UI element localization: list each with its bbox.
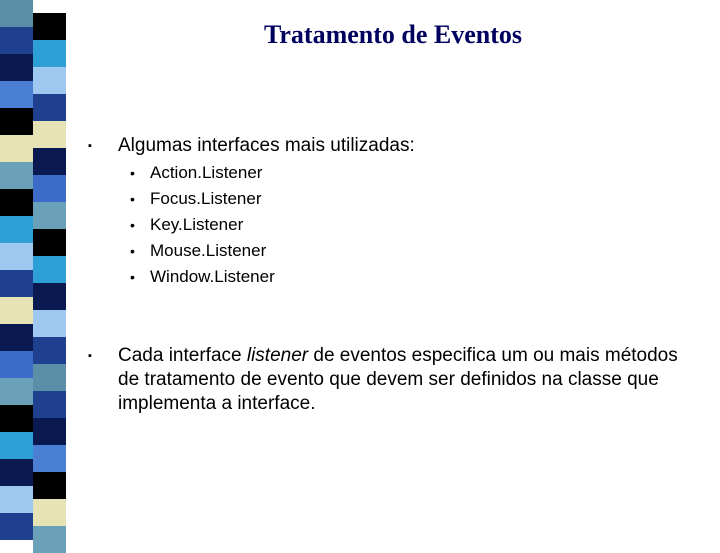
list-item-label: Key.Listener <box>150 215 244 234</box>
stripe-block <box>33 94 66 121</box>
stripe-block <box>33 148 66 175</box>
stripe-block <box>0 243 33 270</box>
stripe-block <box>33 472 66 499</box>
list-item: • Mouse.Listener <box>130 238 266 264</box>
stripe-block <box>0 324 33 351</box>
description-prefix: Cada interface <box>118 345 247 366</box>
stripe-block <box>0 432 33 459</box>
bullet-marker: ▪ <box>88 350 92 362</box>
stripe-block <box>0 0 33 27</box>
description-suffix: de eventos especifica um ou mais métodos de tratamento de evento que devem ser definidos na classe que implementa a interface. <box>118 345 678 414</box>
stripe-block <box>33 283 66 310</box>
bullet-listener-description <box>118 344 678 416</box>
bullet-interfaces: Algumas interfaces mais utilizadas: <box>118 135 415 156</box>
stripe-block <box>0 108 33 135</box>
stripe-block <box>33 40 66 67</box>
stripe-block <box>0 81 33 108</box>
stripe-block <box>33 67 66 94</box>
stripe-block <box>0 405 33 432</box>
list-item: • Key.Listener <box>130 212 243 238</box>
list-item-label: Window.Listener <box>150 267 275 286</box>
stripe-block <box>0 513 33 540</box>
stripe-block <box>0 216 33 243</box>
stripe-block <box>33 256 66 283</box>
list-item-label: Focus.Listener <box>150 189 262 208</box>
list-item: • Window.Listener <box>130 264 275 290</box>
stripe-block <box>33 229 66 256</box>
list-item: • Action.Listener <box>130 160 262 186</box>
stripe-block <box>0 54 33 81</box>
stripe-block <box>33 499 66 526</box>
stripe-block <box>33 310 66 337</box>
stripe-block <box>0 378 33 405</box>
stripe-block <box>33 445 66 472</box>
stripe-block <box>33 364 66 391</box>
decorative-stripe <box>0 0 66 540</box>
list-item-label: Mouse.Listener <box>150 241 267 260</box>
list-item: • Focus.Listener <box>130 186 262 212</box>
stripe-block <box>33 337 66 364</box>
stripe-block <box>33 13 66 40</box>
stripe-block <box>33 121 66 148</box>
stripe-block <box>0 189 33 216</box>
description-italic: listener <box>246 345 309 366</box>
stripe-block <box>0 135 33 162</box>
list-item-label: Action.Listener <box>150 163 263 182</box>
stripe-block <box>0 162 33 189</box>
bullet-marker: ▪ <box>88 140 92 152</box>
stripe-block <box>0 459 33 486</box>
stripe-block <box>0 486 33 513</box>
slide-title: Tratamento de Eventos <box>263 20 523 49</box>
stripe-block <box>33 202 66 229</box>
stripe-block <box>0 297 33 324</box>
stripe-block <box>0 351 33 378</box>
stripe-block <box>0 27 33 54</box>
stripe-block <box>33 391 66 418</box>
stripe-block <box>33 418 66 445</box>
stripe-block <box>0 270 33 297</box>
stripe-block <box>33 175 66 202</box>
